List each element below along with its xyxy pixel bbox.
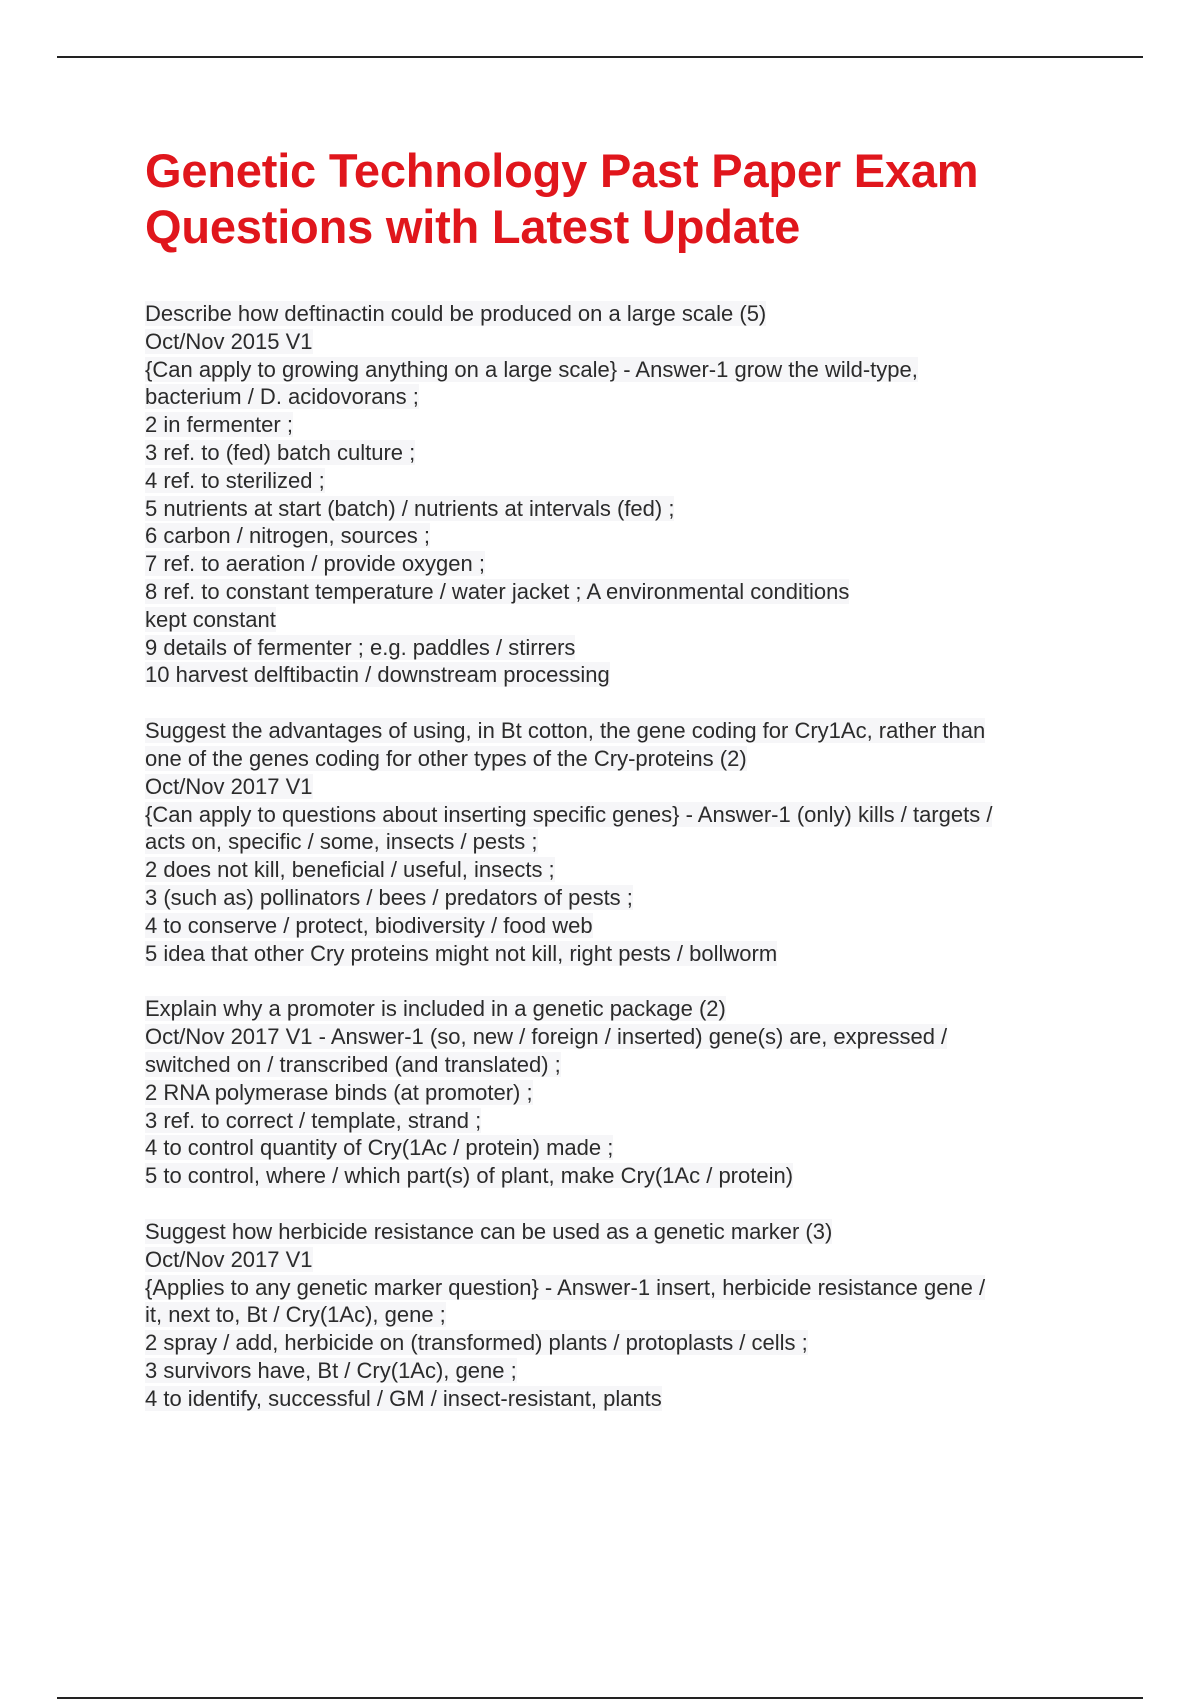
question-text: Explain why a promoter is included in a genetic package (2)	[145, 996, 726, 1022]
answer-line: 4 ref. to sterilized ;	[145, 467, 325, 493]
answer-line: 2 in fermenter ;	[145, 412, 293, 438]
question-block	[145, 1218, 1145, 1413]
answer-line: switched on / transcribed (and translated) ;	[145, 1051, 561, 1077]
question-text: Describe how deftinactin could be produced on a large scale (5)	[145, 301, 767, 326]
answer-line: 2 does not kill, beneficial / useful, insects ;	[145, 857, 555, 883]
answer-line: 5 to control, where / which part(s) of plant, make Cry(1Ac / protein)	[145, 1163, 794, 1189]
question-block	[145, 995, 1145, 1190]
answer-line: acts on, specific / some, insects / pests ;	[145, 829, 538, 855]
answer-line: 7 ref. to aeration / provide oxygen ;	[145, 551, 485, 577]
answer-line: 4 to control quantity of Cry(1Ac / protein) made ;	[145, 1135, 614, 1161]
answer-line: 6 carbon / nitrogen, sources ;	[145, 523, 430, 549]
answer-line: it, next to, Bt / Cry(1Ac), gene ;	[145, 1302, 446, 1328]
question-block	[145, 300, 1145, 689]
paper-reference: Oct/Nov 2017 V1	[145, 773, 313, 799]
answer-line: 4 to identify, successful / GM / insect-resistant, plants	[145, 1385, 662, 1411]
answer-line: 3 survivors have, Bt / Cry(1Ac), gene ;	[145, 1357, 517, 1383]
answer-line: kept constant	[145, 606, 276, 632]
answer-line: Oct/Nov 2017 V1 - Answer-1 (so, new / foreign / inserted) gene(s) are, expressed /	[145, 1024, 948, 1050]
question-text: Suggest the advantages of using, in Bt cotton, the gene coding for Cry1Ac, rather than	[145, 718, 986, 744]
answer-line: 3 ref. to correct / template, strand ;	[145, 1107, 482, 1133]
answer-line: {Can apply to questions about inserting specific genes} - Answer-1 (only) kills / targets /	[145, 801, 993, 827]
answer-line: 5 nutrients at start (batch) / nutrients at intervals (fed) ;	[145, 495, 675, 521]
answer-line: 9 details of fermenter ; e.g. paddles / stirrers	[145, 634, 576, 660]
question-block	[145, 717, 1145, 967]
answer-line: 3 (such as) pollinators / bees / predators of pests ;	[145, 884, 633, 910]
answer-line: 2 spray / add, herbicide on (transformed) plants / protoplasts / cells ;	[145, 1330, 808, 1356]
answer-line: 8 ref. to constant temperature / water jacket ; A environmental conditions	[145, 578, 850, 604]
answer-line: 4 to conserve / protect, biodiversity / food web	[145, 912, 593, 938]
paper-reference: Oct/Nov 2017 V1	[145, 1246, 313, 1272]
question-text: Suggest how herbicide resistance can be used as a genetic marker (3)	[145, 1218, 833, 1244]
paper-reference: Oct/Nov 2015 V1	[145, 328, 313, 354]
answer-line: {Applies to any genetic marker question} - Answer-1 insert, herbicide resistance gene /	[145, 1274, 986, 1300]
answer-line: 10 harvest delftibactin / downstream processing	[145, 662, 610, 688]
answer-line: {Can apply to growing anything on a large scale} - Answer-1 grow the wild-type,	[145, 356, 918, 382]
title-line: Questions with Latest Update	[145, 200, 801, 253]
answer-line: 3 ref. to (fed) batch culture ;	[145, 439, 416, 465]
top-rule	[57, 56, 1143, 58]
answer-line: 2 RNA polymerase binds (at promoter) ;	[145, 1079, 533, 1105]
answer-line: bacterium / D. acidovorans ;	[145, 384, 419, 410]
document-title	[145, 143, 1145, 255]
question-text: one of the genes coding for other types of the Cry-proteins (2)	[145, 745, 747, 771]
title-line: Genetic Technology Past Paper Exam	[145, 144, 979, 197]
answer-line: 5 idea that other Cry proteins might not kill, right pests / bollworm	[145, 940, 778, 966]
document-body	[145, 143, 1145, 1412]
bottom-rule	[57, 1697, 1143, 1699]
